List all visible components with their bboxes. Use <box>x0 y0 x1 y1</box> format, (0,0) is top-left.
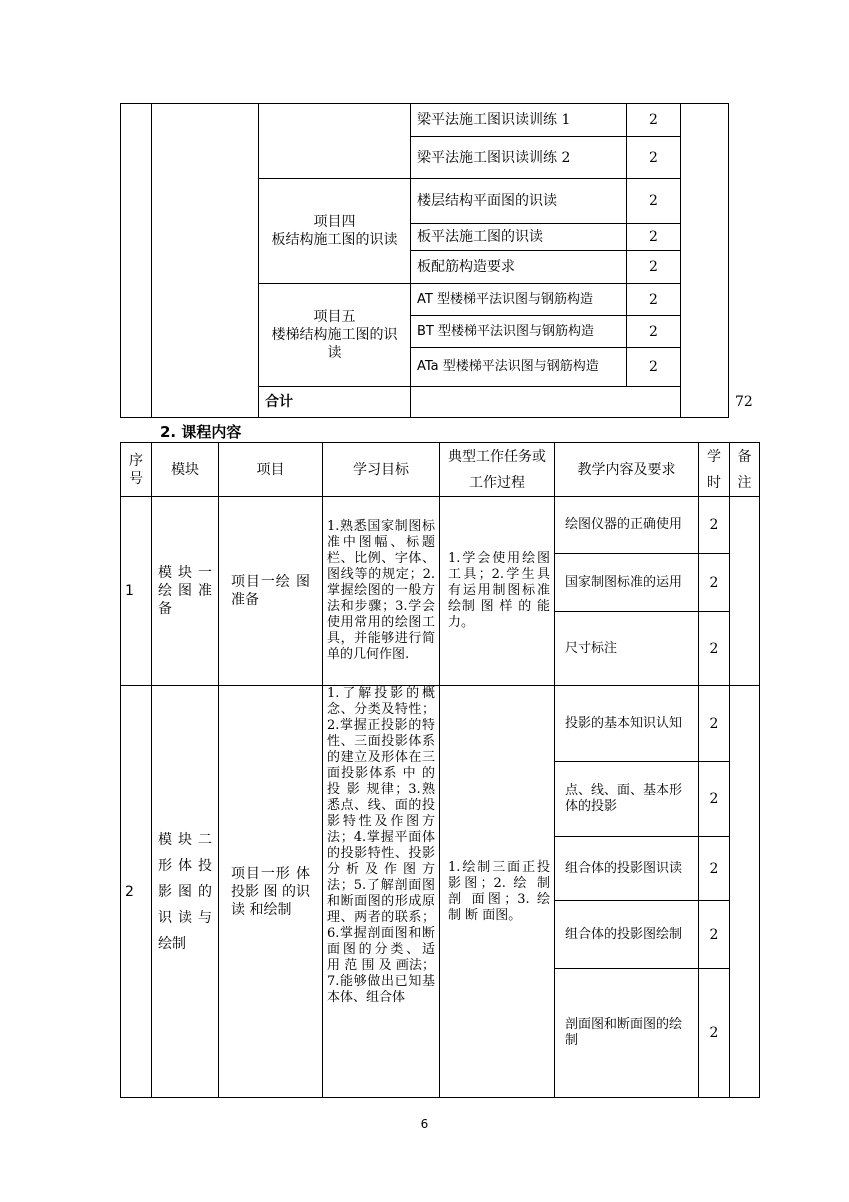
hours-cell: 2 <box>627 316 681 348</box>
content-cell: 楼层结构平面图的识读 <box>411 179 627 224</box>
page-number: 6 <box>420 1117 429 1131</box>
continued-schedule-table <box>120 103 753 418</box>
hours-cell: 2 <box>699 969 730 1098</box>
content-cell: 梁平法施工图识读训练 1 <box>411 104 627 137</box>
hours-cell: 2 <box>627 137 681 179</box>
hours-cell: 2 <box>627 104 681 137</box>
hours-cell: 2 <box>627 251 681 284</box>
header-remark: 备注 <box>730 443 760 497</box>
content-cell: 尺寸标注 <box>555 612 699 686</box>
content-cell: 绘图仪器的正确使用 <box>555 497 699 554</box>
project4-line2: 板结构施工图的识读 <box>271 232 398 248</box>
content-cell: 剖面图和断面图的绘制 <box>555 969 699 1098</box>
hours-cell: 2 <box>699 837 730 901</box>
row2-seq: 2 <box>121 686 152 1098</box>
row2-goal: 1.了解投影的概念、分类及特性；2.掌握正投影的特性、三面投影体系的建立及形体在三面投影体系 中 的 投 影 规律；3.熟悉点、线、面的投影特性及作图方法；4.掌握平面体的投影特性、投影分 析 及 作 图 方法；5.了解剖面图和断面图的形成原理、两者的联系；6.掌握剖面图和断面图的分类、适 用 范 围 及 画法；7.能够做出已知基本体、组合体 <box>323 686 440 1098</box>
row1-goal: 1.熟悉国家制图标准中图幅、标题栏、比例、字体、图线等的规定；2.掌握绘图的一般方法和步骤；3.学会使用常用的绘图工具，并能够进行简单的几何作图. <box>323 497 440 686</box>
hours-cell: 2 <box>699 554 730 612</box>
header-goal: 学习目标 <box>323 443 440 497</box>
hours-cell: 2 <box>699 686 730 762</box>
project5-line1: 项目五 <box>313 309 356 325</box>
project4-cell <box>259 179 411 284</box>
hours-cell: 2 <box>699 497 730 554</box>
table-row <box>121 686 760 762</box>
content-cell: 组合体的投影图绘制 <box>555 901 699 969</box>
remark-cell-blank <box>681 104 729 418</box>
row1-project: 项目一绘 图 准备 <box>219 497 323 686</box>
table-row <box>121 104 729 137</box>
content-cell: 梁平法施工图识读训练 2 <box>411 137 627 179</box>
table-row <box>121 497 760 554</box>
content-cell: 板配筋构造要求 <box>411 251 627 284</box>
project-cell-blank <box>259 104 411 179</box>
row2-project: 项目一形 体 投影 图 的识 读 和绘制 <box>219 686 323 1098</box>
row1-remark <box>730 497 760 686</box>
hours-cell: 2 <box>699 612 730 686</box>
hours-cell: 2 <box>627 224 681 251</box>
header-module: 模块 <box>152 443 219 497</box>
hours-cell: 2 <box>627 284 681 316</box>
content-cell: 点、线、面、基本形体的投影 <box>555 762 699 837</box>
module-cell-blank <box>152 104 259 418</box>
row2-module: 模块二形 体 投影 图 的识 读 与绘制 <box>152 686 219 1098</box>
header-row <box>121 443 760 497</box>
content-cell: BT 型楼梯平法识图与钢筋构造 <box>411 316 627 348</box>
project5-line2: 楼梯结构施工图的识读 <box>271 327 398 361</box>
header-hours: 学时 <box>699 443 730 497</box>
seq-cell-blank <box>121 104 152 418</box>
content-cell: 国家制图标准的运用 <box>555 554 699 612</box>
project5-cell <box>259 284 411 387</box>
content-cell: ATa 型楼梯平法识图与钢筋构造 <box>411 348 627 387</box>
project4-line1: 项目四 <box>313 214 356 230</box>
total-blank <box>411 387 681 418</box>
content-cell: 投影的基本知识认知 <box>555 686 699 762</box>
header-seq: 序号 <box>121 443 152 497</box>
hours-cell: 2 <box>699 762 730 837</box>
hours-cell: 2 <box>699 901 730 969</box>
row1-task: 1.学会使用绘图工具；2.学生具有运用制图标准绘制 图 样 的 能力。 <box>440 497 555 686</box>
hours-cell: 2 <box>627 179 681 224</box>
hours-cell: 2 <box>627 348 681 387</box>
course-content-table <box>120 442 760 1098</box>
header-content: 教学内容及要求 <box>555 443 699 497</box>
content-cell: 板平法施工图的识读 <box>411 224 627 251</box>
content-cell: AT 型楼梯平法识图与钢筋构造 <box>411 284 627 316</box>
row2-task: 1.绘制三面正投影图；2. 绘 制 剖 面图；3. 绘 制 断 面图。 <box>440 686 555 1098</box>
content-cell: 组合体的投影图识读 <box>555 837 699 901</box>
header-task: 典型工作任务或工作过程 <box>440 443 555 497</box>
row1-module: 模块一绘 图 准备 <box>152 497 219 686</box>
row1-seq: 1 <box>121 497 152 686</box>
header-project: 项目 <box>219 443 323 497</box>
row2-remark <box>730 686 760 1098</box>
total-label: 合计 <box>259 387 411 418</box>
section-heading: 2. 课程内容 <box>160 423 242 441</box>
total-row: 合计 72 <box>121 387 729 418</box>
